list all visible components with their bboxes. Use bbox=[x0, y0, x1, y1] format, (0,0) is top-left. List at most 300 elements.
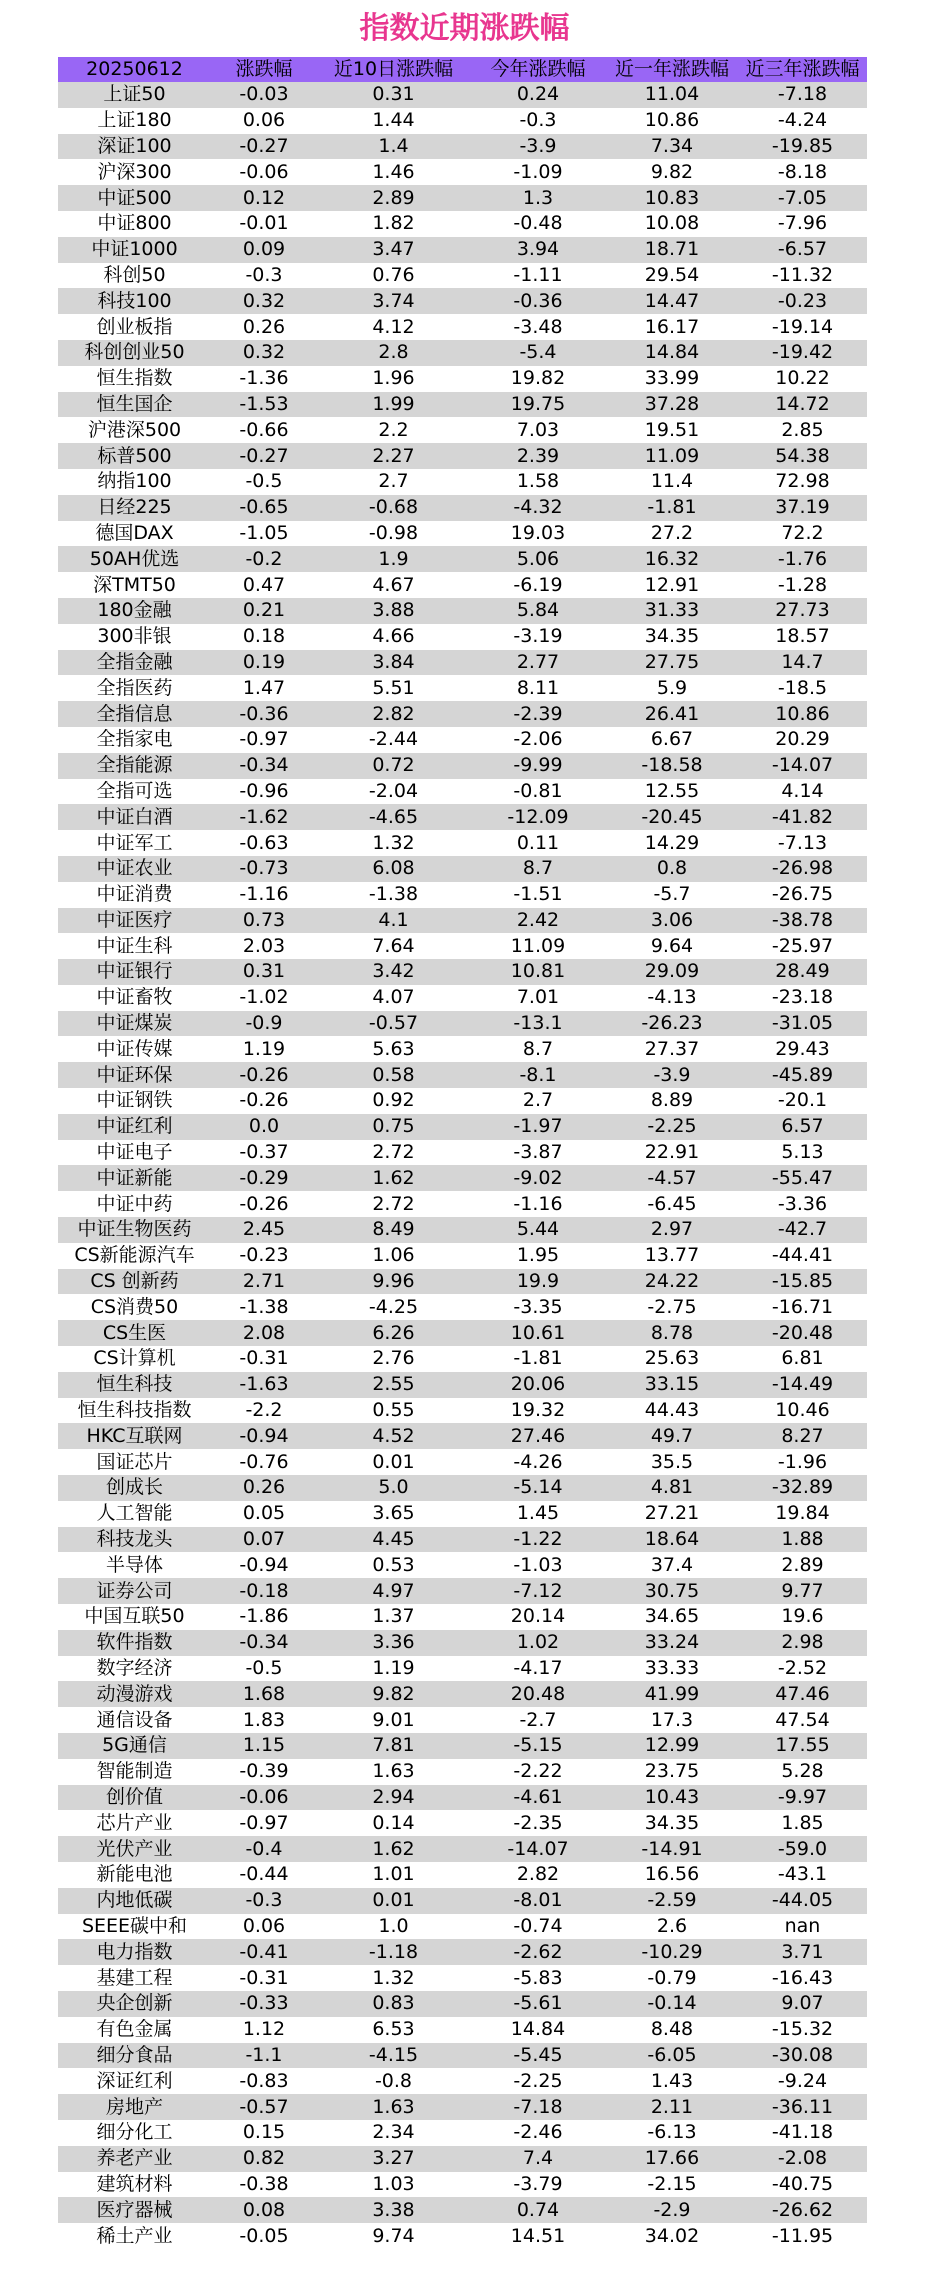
cell-ytd-change: -4.32 bbox=[470, 495, 606, 521]
cell-3year-change: -59.0 bbox=[738, 1836, 867, 1862]
cell-3year-change: -19.85 bbox=[738, 134, 867, 160]
table-row bbox=[58, 211, 867, 237]
cell-3year-change: nan bbox=[738, 1914, 867, 1940]
cell-ytd-change: 1.95 bbox=[470, 1243, 606, 1269]
cell-index-name: 建筑材料 bbox=[58, 2172, 211, 2198]
cell-1year-change: 16.56 bbox=[606, 1862, 738, 1888]
table-row bbox=[58, 1140, 867, 1166]
cell-ytd-change: 2.42 bbox=[470, 908, 606, 934]
cell-1year-change: 5.9 bbox=[606, 675, 738, 701]
cell-3year-change: -2.52 bbox=[738, 1656, 867, 1682]
cell-ytd-change: 0.11 bbox=[470, 830, 606, 856]
cell-daily-change: 0.07 bbox=[211, 1527, 317, 1553]
cell-1year-change: 1.43 bbox=[606, 2068, 738, 2094]
cell-1year-change: 9.82 bbox=[606, 159, 738, 185]
table-row bbox=[58, 2197, 867, 2223]
cell-ytd-change: 10.61 bbox=[470, 1320, 606, 1346]
cell-index-name: CS消费50 bbox=[58, 1294, 211, 1320]
cell-ytd-change: -8.1 bbox=[470, 1062, 606, 1088]
cell-1year-change: 34.65 bbox=[606, 1604, 738, 1630]
cell-10day-change: 1.46 bbox=[317, 159, 470, 185]
cell-1year-change: -2.15 bbox=[606, 2172, 738, 2198]
cell-3year-change: 4.14 bbox=[738, 779, 867, 805]
cell-daily-change: 0.06 bbox=[211, 108, 317, 134]
cell-10day-change: 0.76 bbox=[317, 263, 470, 289]
cell-3year-change: -7.18 bbox=[738, 82, 867, 108]
cell-daily-change: 0.47 bbox=[211, 572, 317, 598]
cell-daily-change: 2.71 bbox=[211, 1269, 317, 1295]
cell-3year-change: -45.89 bbox=[738, 1062, 867, 1088]
cell-10day-change: 0.75 bbox=[317, 1114, 470, 1140]
cell-index-name: 沪深300 bbox=[58, 159, 211, 185]
cell-index-name: 中证传媒 bbox=[58, 1036, 211, 1062]
cell-10day-change: 3.65 bbox=[317, 1501, 470, 1527]
cell-1year-change: 27.21 bbox=[606, 1501, 738, 1527]
cell-1year-change: -6.13 bbox=[606, 2120, 738, 2146]
cell-index-name: 房地产 bbox=[58, 2094, 211, 2120]
cell-10day-change: 1.62 bbox=[317, 1165, 470, 1191]
cell-3year-change: -11.32 bbox=[738, 263, 867, 289]
cell-1year-change: -2.25 bbox=[606, 1114, 738, 1140]
cell-10day-change: 4.52 bbox=[317, 1423, 470, 1449]
cell-3year-change: 72.2 bbox=[738, 521, 867, 547]
cell-ytd-change: 1.02 bbox=[470, 1630, 606, 1656]
cell-index-name: 上证50 bbox=[58, 82, 211, 108]
cell-10day-change: 6.53 bbox=[317, 2017, 470, 2043]
cell-daily-change: -1.02 bbox=[211, 985, 317, 1011]
cell-10day-change: 0.83 bbox=[317, 1991, 470, 2017]
cell-ytd-change: -2.39 bbox=[470, 701, 606, 727]
cell-ytd-change: 8.7 bbox=[470, 856, 606, 882]
table-row bbox=[58, 1965, 867, 1991]
cell-1year-change: 8.78 bbox=[606, 1320, 738, 1346]
table-row bbox=[58, 1656, 867, 1682]
cell-index-name: 细分化工 bbox=[58, 2120, 211, 2146]
cell-daily-change: 0.12 bbox=[211, 185, 317, 211]
cell-daily-change: -1.05 bbox=[211, 521, 317, 547]
cell-3year-change: -2.08 bbox=[738, 2146, 867, 2172]
header-1year-change: 近一年涨跌幅 bbox=[606, 57, 738, 82]
cell-daily-change: 0.0 bbox=[211, 1114, 317, 1140]
cell-3year-change: -1.76 bbox=[738, 546, 867, 572]
cell-3year-change: -31.05 bbox=[738, 1011, 867, 1037]
cell-ytd-change: 2.82 bbox=[470, 1862, 606, 1888]
cell-index-name: 创价值 bbox=[58, 1785, 211, 1811]
cell-daily-change: -0.05 bbox=[211, 2223, 317, 2249]
cell-daily-change: -1.36 bbox=[211, 366, 317, 392]
table-row bbox=[58, 1346, 867, 1372]
cell-10day-change: 2.89 bbox=[317, 185, 470, 211]
cell-1year-change: 34.02 bbox=[606, 2223, 738, 2249]
cell-3year-change: -7.13 bbox=[738, 830, 867, 856]
cell-index-name: 内地低碳 bbox=[58, 1888, 211, 1914]
cell-ytd-change: -3.35 bbox=[470, 1294, 606, 1320]
cell-ytd-change: 1.58 bbox=[470, 469, 606, 495]
cell-index-name: 中证煤炭 bbox=[58, 1011, 211, 1037]
cell-3year-change: -11.95 bbox=[738, 2223, 867, 2249]
cell-1year-change: 8.89 bbox=[606, 1088, 738, 1114]
cell-10day-change: 1.06 bbox=[317, 1243, 470, 1269]
cell-daily-change: -0.3 bbox=[211, 263, 317, 289]
cell-10day-change: 2.8 bbox=[317, 340, 470, 366]
cell-1year-change: 14.29 bbox=[606, 830, 738, 856]
cell-1year-change: 10.86 bbox=[606, 108, 738, 134]
cell-index-name: 全指金融 bbox=[58, 650, 211, 676]
cell-ytd-change: -0.81 bbox=[470, 779, 606, 805]
cell-ytd-change: 2.39 bbox=[470, 443, 606, 469]
cell-daily-change: -0.06 bbox=[211, 159, 317, 185]
cell-3year-change: -3.36 bbox=[738, 1191, 867, 1217]
cell-ytd-change: -0.74 bbox=[470, 1914, 606, 1940]
cell-index-name: SEEE碳中和 bbox=[58, 1914, 211, 1940]
cell-10day-change: 9.74 bbox=[317, 2223, 470, 2249]
cell-1year-change: 8.48 bbox=[606, 2017, 738, 2043]
cell-ytd-change: 1.3 bbox=[470, 185, 606, 211]
cell-3year-change: -41.82 bbox=[738, 804, 867, 830]
cell-1year-change: 11.09 bbox=[606, 443, 738, 469]
cell-daily-change: -0.26 bbox=[211, 1088, 317, 1114]
cell-10day-change: 4.07 bbox=[317, 985, 470, 1011]
cell-10day-change: 4.97 bbox=[317, 1578, 470, 1604]
table-body bbox=[58, 82, 867, 2249]
cell-daily-change: 0.21 bbox=[211, 598, 317, 624]
cell-3year-change: 27.73 bbox=[738, 598, 867, 624]
header-10day-change: 近10日涨跌幅 bbox=[317, 57, 470, 82]
table-row bbox=[58, 495, 867, 521]
cell-daily-change: 0.32 bbox=[211, 288, 317, 314]
cell-ytd-change: -5.4 bbox=[470, 340, 606, 366]
table-row bbox=[58, 701, 867, 727]
cell-index-name: 中证农业 bbox=[58, 856, 211, 882]
cell-index-name: 深证100 bbox=[58, 134, 211, 160]
cell-10day-change: 2.2 bbox=[317, 417, 470, 443]
cell-1year-change: 4.81 bbox=[606, 1475, 738, 1501]
cell-ytd-change: -3.79 bbox=[470, 2172, 606, 2198]
table-row bbox=[58, 933, 867, 959]
cell-ytd-change: -0.36 bbox=[470, 288, 606, 314]
table-row bbox=[58, 1372, 867, 1398]
cell-3year-change: -38.78 bbox=[738, 908, 867, 934]
table-row bbox=[58, 1552, 867, 1578]
cell-3year-change: 28.49 bbox=[738, 959, 867, 985]
cell-1year-change: 10.43 bbox=[606, 1785, 738, 1811]
cell-daily-change: -0.38 bbox=[211, 2172, 317, 2198]
table-row bbox=[58, 159, 867, 185]
cell-10day-change: 7.81 bbox=[317, 1733, 470, 1759]
table-row bbox=[58, 2017, 867, 2043]
table-row bbox=[58, 1062, 867, 1088]
cell-10day-change: 1.82 bbox=[317, 211, 470, 237]
cell-ytd-change: -4.17 bbox=[470, 1656, 606, 1682]
cell-1year-change: 10.08 bbox=[606, 211, 738, 237]
cell-3year-change: 6.57 bbox=[738, 1114, 867, 1140]
cell-10day-change: 1.01 bbox=[317, 1862, 470, 1888]
cell-daily-change: -0.27 bbox=[211, 443, 317, 469]
cell-3year-change: 2.98 bbox=[738, 1630, 867, 1656]
table-row bbox=[58, 340, 867, 366]
cell-ytd-change: -3.9 bbox=[470, 134, 606, 160]
table-row bbox=[58, 185, 867, 211]
cell-daily-change: -0.18 bbox=[211, 1578, 317, 1604]
cell-ytd-change: -9.02 bbox=[470, 1165, 606, 1191]
cell-3year-change: -40.75 bbox=[738, 2172, 867, 2198]
cell-10day-change: -4.25 bbox=[317, 1294, 470, 1320]
cell-3year-change: -41.18 bbox=[738, 2120, 867, 2146]
cell-1year-change: 26.41 bbox=[606, 701, 738, 727]
cell-10day-change: 0.53 bbox=[317, 1552, 470, 1578]
cell-daily-change: -0.4 bbox=[211, 1836, 317, 1862]
cell-3year-change: 72.98 bbox=[738, 469, 867, 495]
cell-3year-change: -26.62 bbox=[738, 2197, 867, 2223]
cell-1year-change: 24.22 bbox=[606, 1269, 738, 1295]
cell-index-name: CS 创新药 bbox=[58, 1269, 211, 1295]
cell-index-name: 日经225 bbox=[58, 495, 211, 521]
table-row bbox=[58, 1759, 867, 1785]
cell-3year-change: 19.6 bbox=[738, 1604, 867, 1630]
index-performance-table bbox=[58, 57, 867, 2249]
cell-ytd-change: -1.11 bbox=[470, 263, 606, 289]
table-row bbox=[58, 1165, 867, 1191]
cell-1year-change: 29.54 bbox=[606, 263, 738, 289]
cell-ytd-change: 19.9 bbox=[470, 1269, 606, 1295]
cell-daily-change: -0.06 bbox=[211, 1785, 317, 1811]
cell-10day-change: 4.67 bbox=[317, 572, 470, 598]
cell-index-name: 恒生科技 bbox=[58, 1372, 211, 1398]
cell-1year-change: -20.45 bbox=[606, 804, 738, 830]
cell-1year-change: 34.35 bbox=[606, 624, 738, 650]
table-row bbox=[58, 830, 867, 856]
table-row bbox=[58, 1294, 867, 1320]
cell-daily-change: 0.15 bbox=[211, 2120, 317, 2146]
cell-ytd-change: -2.06 bbox=[470, 727, 606, 753]
cell-3year-change: -20.1 bbox=[738, 1088, 867, 1114]
table-row bbox=[58, 1604, 867, 1630]
table-row bbox=[58, 2094, 867, 2120]
cell-10day-change: 2.72 bbox=[317, 1140, 470, 1166]
cell-1year-change: 29.09 bbox=[606, 959, 738, 985]
cell-index-name: 中证新能 bbox=[58, 1165, 211, 1191]
cell-10day-change: 9.01 bbox=[317, 1707, 470, 1733]
cell-index-name: 数字经济 bbox=[58, 1656, 211, 1682]
cell-daily-change: -0.31 bbox=[211, 1346, 317, 1372]
cell-daily-change: -0.57 bbox=[211, 2094, 317, 2120]
cell-1year-change: -0.79 bbox=[606, 1965, 738, 1991]
cell-3year-change: 5.28 bbox=[738, 1759, 867, 1785]
cell-10day-change: 0.55 bbox=[317, 1398, 470, 1424]
cell-daily-change: 0.08 bbox=[211, 2197, 317, 2223]
cell-10day-change: 3.84 bbox=[317, 650, 470, 676]
cell-10day-change: -2.04 bbox=[317, 779, 470, 805]
cell-daily-change: 0.06 bbox=[211, 1914, 317, 1940]
cell-10day-change: 4.45 bbox=[317, 1527, 470, 1553]
cell-daily-change: -0.94 bbox=[211, 1552, 317, 1578]
cell-10day-change: 0.01 bbox=[317, 1449, 470, 1475]
cell-1year-change: 18.71 bbox=[606, 237, 738, 263]
table-row bbox=[58, 82, 867, 108]
cell-3year-change: -26.75 bbox=[738, 882, 867, 908]
cell-daily-change: -0.36 bbox=[211, 701, 317, 727]
cell-3year-change: -19.14 bbox=[738, 314, 867, 340]
cell-10day-change: 1.19 bbox=[317, 1656, 470, 1682]
cell-10day-change: 0.01 bbox=[317, 1888, 470, 1914]
cell-1year-change: 33.99 bbox=[606, 366, 738, 392]
cell-ytd-change: -1.22 bbox=[470, 1527, 606, 1553]
cell-index-name: 中证钢铁 bbox=[58, 1088, 211, 1114]
cell-daily-change: 1.83 bbox=[211, 1707, 317, 1733]
cell-daily-change: -1.86 bbox=[211, 1604, 317, 1630]
table-row bbox=[58, 1217, 867, 1243]
cell-1year-change: -4.13 bbox=[606, 985, 738, 1011]
cell-daily-change: -0.39 bbox=[211, 1759, 317, 1785]
cell-1year-change: 11.4 bbox=[606, 469, 738, 495]
table-row bbox=[58, 1269, 867, 1295]
cell-1year-change: 27.75 bbox=[606, 650, 738, 676]
cell-ytd-change: -8.01 bbox=[470, 1888, 606, 1914]
cell-3year-change: -32.89 bbox=[738, 1475, 867, 1501]
cell-ytd-change: 3.94 bbox=[470, 237, 606, 263]
cell-ytd-change: -4.26 bbox=[470, 1449, 606, 1475]
cell-3year-change: -7.05 bbox=[738, 185, 867, 211]
cell-3year-change: 2.85 bbox=[738, 417, 867, 443]
cell-index-name: 创业板指 bbox=[58, 314, 211, 340]
cell-daily-change: -1.63 bbox=[211, 1372, 317, 1398]
cell-1year-change: 17.3 bbox=[606, 1707, 738, 1733]
cell-index-name: 中证红利 bbox=[58, 1114, 211, 1140]
table-row bbox=[58, 288, 867, 314]
cell-ytd-change: -3.19 bbox=[470, 624, 606, 650]
cell-ytd-change: -2.62 bbox=[470, 1939, 606, 1965]
cell-1year-change: 25.63 bbox=[606, 1346, 738, 1372]
cell-10day-change: 2.72 bbox=[317, 1191, 470, 1217]
cell-1year-change: 13.77 bbox=[606, 1243, 738, 1269]
table-row bbox=[58, 779, 867, 805]
cell-3year-change: 8.27 bbox=[738, 1423, 867, 1449]
cell-3year-change: -44.05 bbox=[738, 1888, 867, 1914]
cell-ytd-change: 14.51 bbox=[470, 2223, 606, 2249]
cell-ytd-change: -7.12 bbox=[470, 1578, 606, 1604]
cell-index-name: 纳指100 bbox=[58, 469, 211, 495]
cell-ytd-change: -13.1 bbox=[470, 1011, 606, 1037]
cell-ytd-change: 8.11 bbox=[470, 675, 606, 701]
cell-ytd-change: 14.84 bbox=[470, 2017, 606, 2043]
cell-daily-change: -0.26 bbox=[211, 1062, 317, 1088]
cell-daily-change: 1.47 bbox=[211, 675, 317, 701]
cell-index-name: 中证银行 bbox=[58, 959, 211, 985]
table-row bbox=[58, 650, 867, 676]
cell-1year-change: 2.97 bbox=[606, 1217, 738, 1243]
cell-ytd-change: 7.01 bbox=[470, 985, 606, 1011]
cell-index-name: 创成长 bbox=[58, 1475, 211, 1501]
cell-10day-change: 2.82 bbox=[317, 701, 470, 727]
table-row bbox=[58, 1036, 867, 1062]
cell-3year-change: -7.96 bbox=[738, 211, 867, 237]
cell-index-name: 中证电子 bbox=[58, 1140, 211, 1166]
table-row bbox=[58, 1991, 867, 2017]
cell-1year-change: 33.15 bbox=[606, 1372, 738, 1398]
cell-daily-change: -0.27 bbox=[211, 134, 317, 160]
cell-10day-change: 1.32 bbox=[317, 830, 470, 856]
cell-3year-change: -15.32 bbox=[738, 2017, 867, 2043]
cell-1year-change: 16.32 bbox=[606, 546, 738, 572]
cell-3year-change: -9.24 bbox=[738, 2068, 867, 2094]
cell-daily-change: -0.65 bbox=[211, 495, 317, 521]
cell-daily-change: -0.2 bbox=[211, 546, 317, 572]
cell-3year-change: -42.7 bbox=[738, 1217, 867, 1243]
cell-10day-change: -0.57 bbox=[317, 1011, 470, 1037]
cell-ytd-change: 27.46 bbox=[470, 1423, 606, 1449]
cell-ytd-change: 1.45 bbox=[470, 1501, 606, 1527]
cell-daily-change: -0.01 bbox=[211, 211, 317, 237]
cell-10day-change: 1.37 bbox=[317, 1604, 470, 1630]
cell-ytd-change: -7.18 bbox=[470, 2094, 606, 2120]
cell-1year-change: 31.33 bbox=[606, 598, 738, 624]
cell-1year-change: -1.81 bbox=[606, 495, 738, 521]
table-row bbox=[58, 1011, 867, 1037]
table-row bbox=[58, 675, 867, 701]
cell-ytd-change: -5.45 bbox=[470, 2043, 606, 2069]
cell-daily-change: -0.5 bbox=[211, 469, 317, 495]
cell-3year-change: -14.07 bbox=[738, 753, 867, 779]
cell-1year-change: 33.33 bbox=[606, 1656, 738, 1682]
cell-3year-change: -18.5 bbox=[738, 675, 867, 701]
cell-10day-change: 3.38 bbox=[317, 2197, 470, 2223]
cell-1year-change: 27.37 bbox=[606, 1036, 738, 1062]
cell-ytd-change: 20.48 bbox=[470, 1681, 606, 1707]
cell-3year-change: -23.18 bbox=[738, 985, 867, 1011]
cell-1year-change: -2.75 bbox=[606, 1294, 738, 1320]
table-row bbox=[58, 314, 867, 340]
cell-3year-change: -1.96 bbox=[738, 1449, 867, 1475]
table-row bbox=[58, 1810, 867, 1836]
cell-ytd-change: 19.82 bbox=[470, 366, 606, 392]
cell-10day-change: 1.03 bbox=[317, 2172, 470, 2198]
header-ytd-change: 今年涨跌幅 bbox=[470, 57, 606, 82]
cell-ytd-change: -2.35 bbox=[470, 1810, 606, 1836]
cell-index-name: 中证白酒 bbox=[58, 804, 211, 830]
table-row bbox=[58, 1320, 867, 1346]
table-row bbox=[58, 1836, 867, 1862]
cell-10day-change: 1.63 bbox=[317, 1759, 470, 1785]
cell-10day-change: 1.44 bbox=[317, 108, 470, 134]
cell-10day-change: -4.15 bbox=[317, 2043, 470, 2069]
cell-index-name: 深TMT50 bbox=[58, 572, 211, 598]
cell-daily-change: 1.68 bbox=[211, 1681, 317, 1707]
cell-index-name: 中证500 bbox=[58, 185, 211, 211]
cell-daily-change: 2.08 bbox=[211, 1320, 317, 1346]
table-row bbox=[58, 598, 867, 624]
cell-ytd-change: -0.48 bbox=[470, 211, 606, 237]
cell-ytd-change: -14.07 bbox=[470, 1836, 606, 1862]
cell-ytd-change: 5.84 bbox=[470, 598, 606, 624]
cell-ytd-change: 20.14 bbox=[470, 1604, 606, 1630]
cell-index-name: 光伏产业 bbox=[58, 1836, 211, 1862]
table-row bbox=[58, 804, 867, 830]
table-row bbox=[58, 2172, 867, 2198]
cell-daily-change: -0.9 bbox=[211, 1011, 317, 1037]
table-row bbox=[58, 2146, 867, 2172]
cell-1year-change: 23.75 bbox=[606, 1759, 738, 1785]
cell-ytd-change: -1.03 bbox=[470, 1552, 606, 1578]
cell-daily-change: -0.96 bbox=[211, 779, 317, 805]
cell-daily-change: 0.05 bbox=[211, 1501, 317, 1527]
table-row bbox=[58, 1630, 867, 1656]
table-row bbox=[58, 1862, 867, 1888]
cell-1year-change: 27.2 bbox=[606, 521, 738, 547]
cell-3year-change: 10.46 bbox=[738, 1398, 867, 1424]
cell-1year-change: 0.8 bbox=[606, 856, 738, 882]
table-row bbox=[58, 1243, 867, 1269]
cell-10day-change: -0.8 bbox=[317, 2068, 470, 2094]
